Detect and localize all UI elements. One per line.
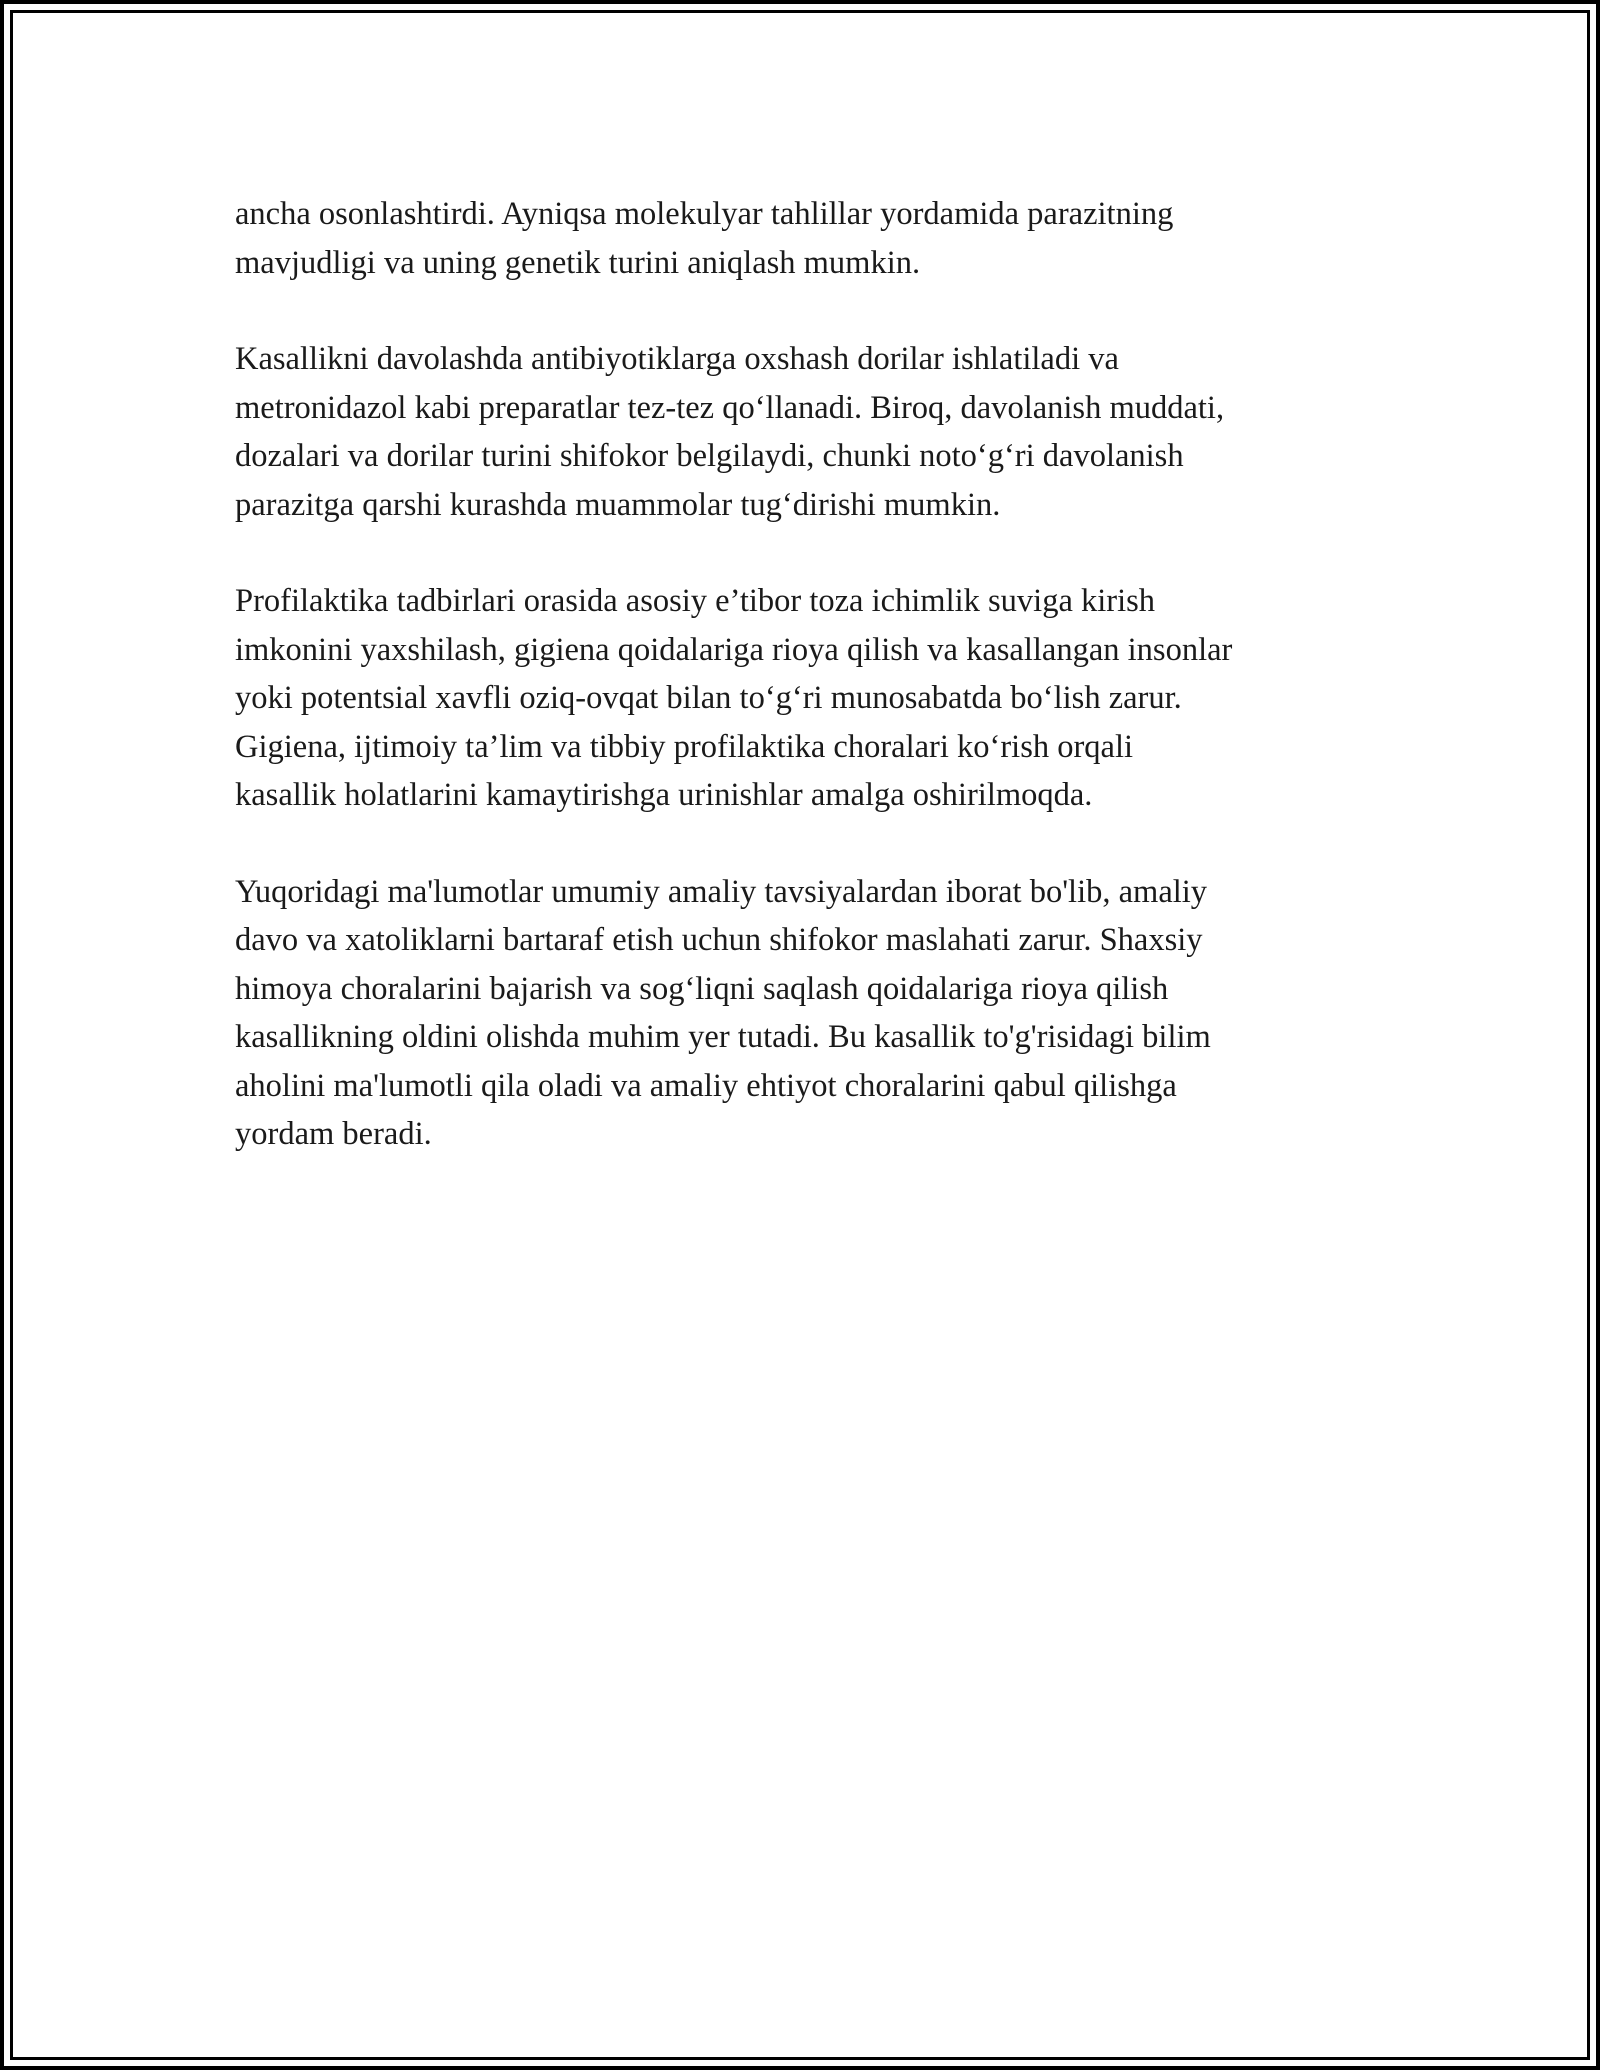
paragraph-diagnosis: ancha osonlashtirdi. Ayniqsa molekulyar tahlillar yordamida parazitning mavjudligi va uning genetik turini aniqlash mumkin. xyxy=(235,196,1174,281)
paragraph-conclusion: Yuqoridagi ma'lumotlar umumiy amaliy tavsiyalardan iborat bo'lib, amaliy davo va xatoliklarni bartaraf etish uchun shifokor maslahati zarur. Shaxsiy himoya choralarini bajarish va sog‘liqni saqlash qoidalariga rioya qilish kasallikning oldini olishda muhim yer tutadi. Bu kasallik to'g'risidagi bilim aholini ma'lumotli qila oladi va amaliy ehtiyot choralarini qabul qilishga yordam beradi. xyxy=(235,873,1211,1152)
paragraph-treatment: Kasallikni davolashda antibiyotiklarga oxshash dorilar ishlatiladi va metronidazol kabi preparatlar tez-tez qo‘llanadi. Biroq, davolanish muddati, dozalari va dorilar turini shifokor belgilaydi, chunki noto‘g‘ri davolanish parazitga qarshi kurashda muammolar tug‘dirishi mumkin. xyxy=(235,341,1225,523)
document-body xyxy=(235,190,1365,1207)
paragraph-prevention: Profilaktika tadbirlari orasida asosiy e’tibor toza ichimlik suviga kirish imkonini yaxshilash, gigiena qoidalariga rioya qilish va kasallangan insonlar yoki potentsial xavfli oziq-ovqat bilan to‘g‘ri munosabatda bo‘lish zarur. Gigiena, ijtimoiy ta’lim va tibbiy profilaktika choralari ko‘rish orqali kasallik holatlarini kamaytirishga urinishlar amalga oshirilmoqda. xyxy=(235,583,1233,813)
